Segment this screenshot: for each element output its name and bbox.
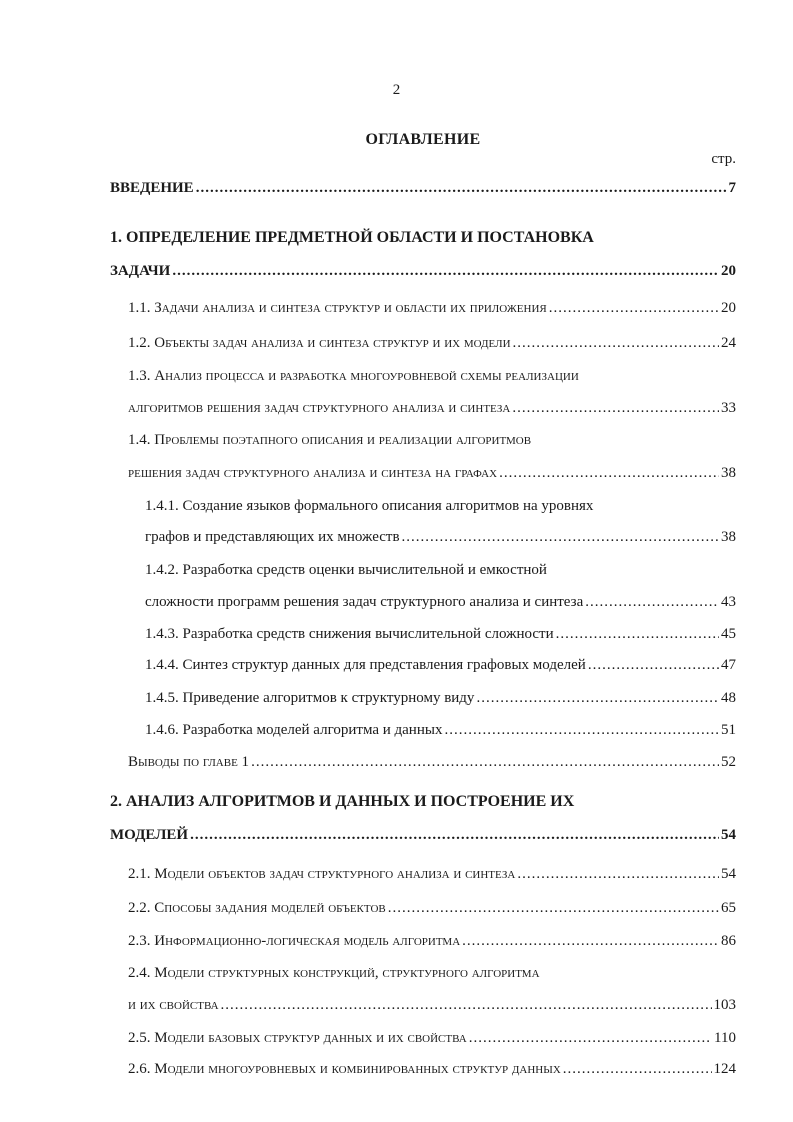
toc-section-1-4-line1[interactable]: 1.4. Проблемы поэтапного описания и реализации алгоритмов [128,432,532,448]
toc-subsection-1-4-5[interactable] [145,686,736,710]
toc-entry-text: 2.3. Информационно-логическая модель алгоритма [128,933,461,949]
toc-entry-text: ВВЕДЕНИЕ [110,180,194,196]
toc-entry-text: 1.1. Задачи анализа и синтеза структур и области их приложения [128,300,547,316]
toc-entry-page: 43 [721,594,736,610]
toc-entry-page: 54 [721,827,736,843]
toc-entry-page: 33 [721,400,736,416]
toc-entry-text: 1.4.4. Синтез структур данных для представления графовых моделей [145,657,586,673]
dot-leader [462,929,719,953]
toc-entry-text: 2.1. Модели объектов задач структурного анализа и синтеза [128,866,516,882]
toc-entry-page: 38 [721,529,736,545]
toc-section-2-2[interactable] [128,896,736,920]
dot-leader [172,259,719,283]
dot-leader [469,1026,712,1050]
dot-leader [588,653,719,677]
toc-entry-page: 86 [721,933,736,949]
toc-chapter-2-heading[interactable]: 2. АНАЛИЗ АЛГОРИТМОВ И ДАННЫХ И ПОСТРОЕНИЕ ИХ [110,793,575,810]
dot-leader [444,718,719,742]
toc-section-1-2[interactable] [128,331,736,355]
toc-subsection-1-4-1[interactable] [145,525,736,549]
toc-entry-text: 2.5. Модели базовых структур данных и их свойства [128,1030,467,1046]
toc-chapter-1-heading[interactable]: 1. ОПРЕДЕЛЕНИЕ ПРЕДМЕТНОЙ ОБЛАСТИ И ПОСТАНОВКА [110,229,594,246]
toc-section-1-3-line1[interactable]: 1.3. Анализ процесса и разработка многоуровневой схемы реализации [128,368,579,384]
dot-leader [513,331,719,355]
toc-entry-text: Выводы по главе 1 [128,754,250,770]
toc-entry-text: решения задач структурного анализа и синтеза на графах [128,465,498,481]
toc-entry-text: сложности программ решения задач структурного анализа и синтеза [145,594,584,610]
dot-leader [585,590,719,614]
page-title: ОГЛАВЛЕНИЕ [365,131,481,148]
toc-subsection-1-4-4[interactable] [145,653,736,677]
toc-entry-page: 65 [721,900,736,916]
toc-subsection-1-4-3[interactable] [145,622,736,646]
dot-leader [190,823,719,847]
toc-section-1-4[interactable] [128,461,736,485]
dot-leader [476,686,719,710]
toc-entry-page: 7 [728,180,736,196]
toc-chapter-1-entry[interactable] [110,259,736,283]
toc-entry-page: 51 [721,722,736,738]
toc-entry-page: 48 [721,690,736,706]
toc-entry-text: МОДЕЛЕЙ [110,827,189,843]
toc-entry-page: 54 [721,866,736,882]
dot-leader [549,296,719,320]
toc-section-2-6[interactable] [128,1057,736,1081]
toc-section-2-4-line1[interactable]: 2.4. Модели структурных конструкций, структурного алгоритма [128,965,540,981]
toc-entry-page: 124 [713,1061,736,1077]
dot-leader [512,396,719,420]
dot-leader [221,993,712,1017]
page-number: 2 [392,82,401,98]
toc-section-1-3[interactable] [128,396,736,420]
toc-entry-page: 45 [721,626,736,642]
toc-entry-text: 2.6. Модели многоуровневых и комбинированных структур данных [128,1061,561,1077]
toc-entry-page: 38 [721,465,736,481]
toc-subsection-1-4-2-line1[interactable]: 1.4.2. Разработка средств оценки вычислительной и емкостной [145,562,547,578]
toc-chapter-2-entry[interactable] [110,823,736,847]
toc-section-2-3[interactable] [128,929,736,953]
toc-entry-page: 20 [721,300,736,316]
toc-entry-text: и их свойства [128,997,219,1013]
toc-section-2-4[interactable] [128,993,736,1017]
toc-entry-page: 20 [721,263,736,279]
toc-entry-page: 47 [721,657,736,673]
toc-entry-page: 24 [721,335,736,351]
page-column-label: стр. [711,151,736,167]
dot-leader [563,1057,712,1081]
dot-leader [388,896,719,920]
toc-subsection-1-4-6[interactable] [145,718,736,742]
toc-entry-page: 103 [713,997,736,1013]
toc-entry-page: 110 [714,1030,736,1046]
dot-leader [556,622,719,646]
toc-conclusions-chapter-1[interactable] [128,750,736,774]
toc-entry-page: 52 [721,754,736,770]
toc-entry-text: 1.4.5. Приведение алгоритмов к структурному виду [145,690,475,706]
toc-subsection-1-4-2[interactable] [145,590,736,614]
toc-entry-text: 1.4.6. Разработка моделей алгоритма и данных [145,722,443,738]
toc-entry-text: 1.2. Объекты задач анализа и синтеза структур и их модели [128,335,511,351]
dot-leader [251,750,719,774]
toc-entry-text: 2.2. Способы задания моделей объектов [128,900,386,916]
dot-leader [402,525,719,549]
toc-section-1-1[interactable] [128,296,736,320]
toc-section-2-1[interactable] [128,862,736,886]
dot-leader [517,862,719,886]
dot-leader [499,461,719,485]
toc-section-2-5[interactable] [128,1026,736,1050]
toc-entry-text: ЗАДАЧИ [110,263,171,279]
toc-entry-text: 1.4.3. Разработка средств снижения вычислительной сложности [145,626,554,642]
toc-entry-text: алгоритмов решения задач структурного анализа и синтеза [128,400,511,416]
dot-leader [196,176,727,200]
toc-entry-text: графов и представляющих их множеств [145,529,400,545]
toc-subsection-1-4-1-line1[interactable]: 1.4.1. Создание языков формального описания алгоритмов на уровнях [145,498,594,514]
toc-entry-introduction[interactable] [110,176,736,200]
